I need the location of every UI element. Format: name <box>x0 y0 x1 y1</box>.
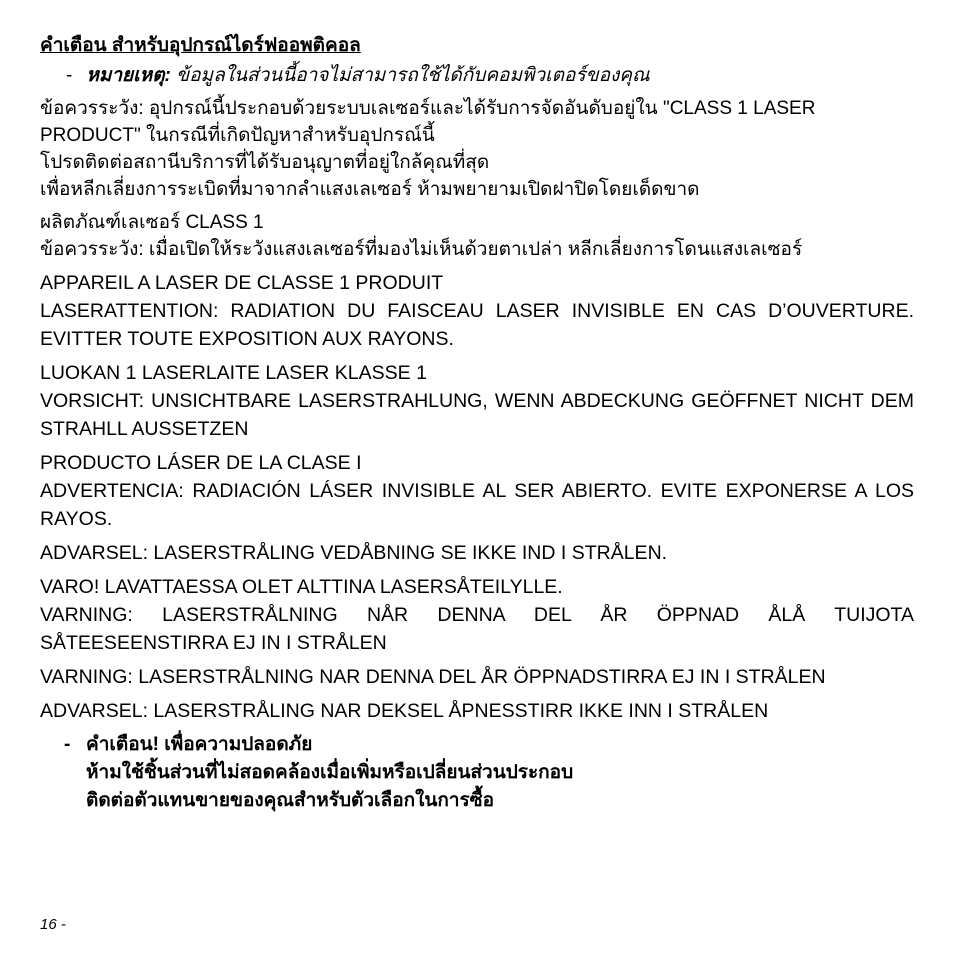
safety-warning-line-3: ติดต่อตัวแทนขายของคุณสำหรับตัวเลือกในการซื้อ <box>86 790 495 811</box>
thai-class-block <box>40 209 914 263</box>
note-text: ข้อมูลในส่วนนี้อาจไม่สามารถใช้ได้กับคอมพิวเตอร์ของคุณ <box>176 65 650 86</box>
note-line <box>66 61 914 91</box>
norwegian-warning-block <box>40 697 914 725</box>
german-line-1: LUOKAN 1 LASERLAITE LASER KLASSE 1 <box>40 362 427 384</box>
danish-line: ADVARSEL: LASERSTRÅLING VEDÅBNING SE IKKE IND I STRÅLEN. <box>40 542 668 564</box>
section-heading: คำเตือน สำหรับอุปกรณ์ไดร์ฟออพติคอล <box>40 35 361 56</box>
note-dash: - <box>66 65 73 86</box>
safety-warning <box>64 731 914 815</box>
french-line-2: LASERATTENTION: RADIATION DU FAISCEAU LASER INVISIBLE EN CAS D’OUVERTURE. EVITTER TOUTE EXPOSITION AUX RAYONS. <box>40 300 914 350</box>
thai-class-line-2: ข้อควรระวัง: เมื่อเปิดให้ระวังแสงเลเซอร์ที่มองไม่เห็นด้วยตาเปล่า หลีกเลี่ยงการโดนแสงเลเซอร์ <box>40 239 803 260</box>
document-body <box>40 31 914 815</box>
german-line-2: VORSICHT: UNSICHTBARE LASERSTRAHLUNG, WENN ABDECKUNG GEÖFFNET NICHT DEM STRAHLL AUSSETZEN <box>40 390 914 440</box>
spanish-line-1: PRODUCTO LÁSER DE LA CLASE I <box>40 452 362 474</box>
french-line-1: APPAREIL A LASER DE CLASSE 1 PRODUIT <box>40 272 444 294</box>
norwegian-line: ADVARSEL: LASERSTRÅLING NAR DEKSEL ÅPNESSTIRR IKKE INN I STRÅLEN <box>40 700 769 722</box>
note-label: หมายเหตุ: <box>86 65 171 86</box>
finnish-line: VARO! LAVATTAESSA OLET ALTTINA LASERSÅTEILYLLE. <box>40 576 563 598</box>
french-warning-block <box>40 269 914 353</box>
swedish-line: VARNING: LASERSTRÅLNING NÅR DENNA DEL ÅR ÖPPNAD ÅLÅ TUIJOTA SÅTEESEENSTIRRA EJ IN I STRÅLEN <box>40 604 914 654</box>
safety-warning-line-1: คำเตือน! เพื่อความปลอดภัย <box>86 734 313 755</box>
thai-caution-line-2: โปรดติดต่อสถานีบริการที่ได้รับอนุญาตที่อยู่ใกล้คุณที่สุด <box>40 152 490 173</box>
spanish-warning-block <box>40 449 914 533</box>
danish-warning-block <box>40 539 914 567</box>
thai-caution-block <box>40 95 914 203</box>
safety-warning-text <box>86 731 573 815</box>
safety-warning-line-2: ห้ามใช้ชิ้นส่วนที่ไม่สอดคล้องเมื่อเพิ่มหรือเปลี่ยนส่วนประกอบ <box>86 762 574 783</box>
swedish-line-2: VARNING: LASERSTRÅLNING NAR DENNA DEL ÅR ÖPPNADSTIRRA EJ IN I STRÅLEN <box>40 666 826 688</box>
german-warning-block <box>40 359 914 443</box>
swedish-warning-block <box>40 573 914 657</box>
swedish-warning-block-2 <box>40 663 914 691</box>
safety-warning-dash: - <box>64 734 71 755</box>
spanish-line-2: ADVERTENCIA: RADIACIÓN LÁSER INVISIBLE AL SER ABIERTO. EVITE EXPONERSE A LOS RAYOS. <box>40 480 914 530</box>
page-number: 16 - <box>40 916 66 933</box>
thai-caution-line-1: ข้อควรระวัง: อุปกรณ์นี้ประกอบด้วยระบบเลเซอร์และได้รับการจัดอันดับอยู่ใน "CLASS 1 LASER PRODUCT" ในกรณีที่เกิดปัญหาสำหรับอุปกรณ์นี้ <box>40 98 816 146</box>
thai-class-line-1: ผลิตภัณฑ์เลเซอร์ CLASS 1 <box>40 212 264 233</box>
thai-caution-line-3: เพื่อหลีกเลี่ยงการระเบิดที่มาจากลำแสงเลเซอร์ ห้ามพยายามเปิดฝาปิดโดยเด็ดขาด <box>40 179 700 200</box>
